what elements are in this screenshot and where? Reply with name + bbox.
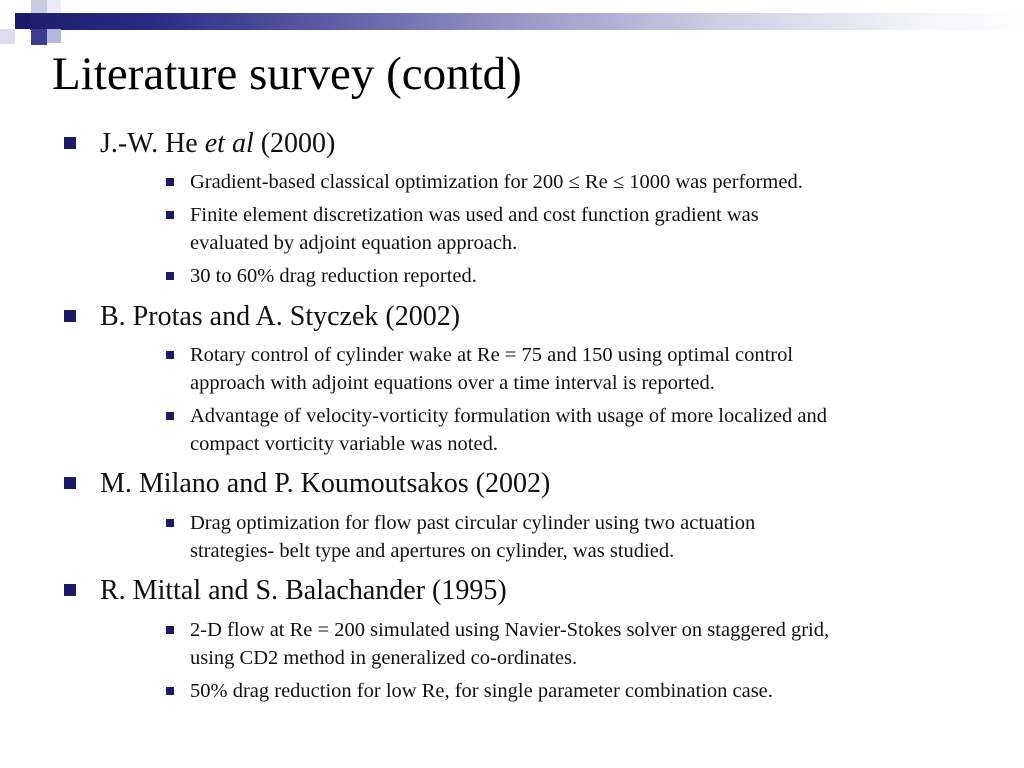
square-bullet-icon <box>64 310 76 322</box>
square-bullet-icon <box>64 137 76 149</box>
decor-square <box>31 0 47 13</box>
decor-square <box>15 13 31 29</box>
square-bullet-icon <box>166 178 174 186</box>
slide-title: Literature survey (contd) <box>52 48 522 100</box>
sub-point <box>190 616 990 672</box>
sub-point-line: using CD2 method in generalized co-ordinates. <box>190 647 578 669</box>
author-et-al: et al <box>204 128 254 159</box>
sub-point-line: 30 to 60% drag reduction reported. <box>190 265 477 287</box>
sub-point <box>190 262 990 290</box>
sub-point-line: 2-D flow at Re = 200 simulated using Navier-Stokes solver on staggered grid, <box>190 619 830 641</box>
sub-point-line: Finite element discretization was used and cost function gradient was <box>190 204 759 226</box>
section-heading <box>100 575 507 607</box>
sub-point <box>190 509 990 565</box>
decor-square <box>47 0 61 13</box>
sub-point <box>190 677 990 705</box>
decor-square <box>61 0 75 13</box>
sub-point-line: Advantage of velocity-vorticity formulation with usage of more localized and <box>190 405 828 427</box>
header-gradient-band <box>30 13 1024 30</box>
sub-point-line: 50% drag reduction for low Re, for single parameter combination case. <box>190 680 773 702</box>
sub-point-line: Gradient-based classical optimization for 200 ≤ Re ≤ 1000 was performed. <box>190 171 803 193</box>
decor-square <box>31 29 47 45</box>
sub-point-line: evaluated by adjoint equation approach. <box>190 232 518 254</box>
sub-point <box>190 341 990 397</box>
section-heading-text: M. Milano and P. Koumoutsakos (2002) <box>100 468 551 499</box>
sub-point-line: Drag optimization for flow past circular cylinder using two actuation <box>190 512 756 534</box>
square-bullet-icon <box>166 687 174 695</box>
sub-point-line: compact vorticity variable was noted. <box>190 433 498 455</box>
square-bullet-icon <box>64 584 76 596</box>
sub-point-line: strategies- belt type and apertures on cylinder, was studied. <box>190 540 675 562</box>
author-year: (2000) <box>253 128 336 159</box>
square-bullet-icon <box>166 272 174 280</box>
sub-point-line: Rotary control of cylinder wake at Re = 75 and 150 using optimal control <box>190 344 794 366</box>
sub-point <box>190 201 990 257</box>
square-bullet-icon <box>166 351 174 359</box>
sub-point-line: approach with adjoint equations over a time interval is reported. <box>190 372 715 394</box>
square-bullet-icon <box>64 477 76 489</box>
decor-square <box>0 29 15 44</box>
section-heading <box>100 128 335 160</box>
section-heading <box>100 301 460 333</box>
square-bullet-icon <box>166 412 174 420</box>
square-bullet-icon <box>166 626 174 634</box>
section-heading-text: B. Protas and A. Styczek (2002) <box>100 301 461 332</box>
sub-point <box>190 402 990 458</box>
square-bullet-icon <box>166 519 174 527</box>
section-heading <box>100 468 550 500</box>
sub-point <box>190 168 990 196</box>
section-heading-text: R. Mittal and S. Balachander (1995) <box>100 575 507 606</box>
square-bullet-icon <box>166 211 174 219</box>
author-names: J.-W. He <box>100 128 205 159</box>
decor-square <box>47 29 61 43</box>
